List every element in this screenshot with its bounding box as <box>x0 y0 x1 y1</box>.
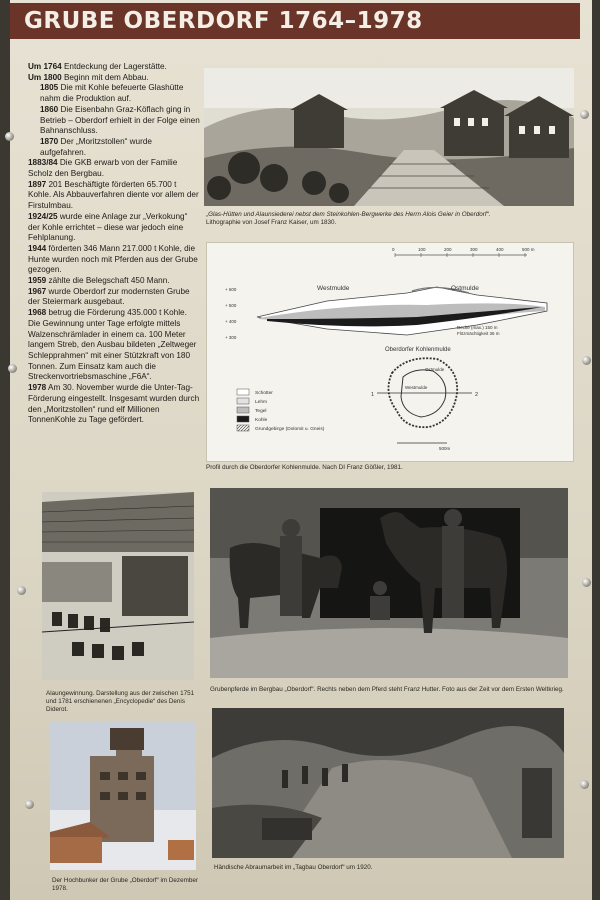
timeline-entry <box>28 383 200 426</box>
scale-tick-label: 200 <box>444 247 452 252</box>
legend-swatch <box>237 407 249 413</box>
map-title: Oberdorfer Kohlenmulde <box>385 347 451 353</box>
scale-tick-label: 0 <box>392 247 395 252</box>
timeline-text: wurde Oberdorf zur modernsten Grube der Steiermark ausgebaut. <box>28 286 190 307</box>
legend-label: Grundgebirge (Dolomit u. Gneis) <box>255 427 325 432</box>
timeline-entry <box>28 158 200 179</box>
legend-label: Kohle <box>255 418 268 423</box>
alaun-caption: Alaungewinnung. Darstellung aus der zwischen 1751 und 1781 erschienenen „Encyclopedie“ des Denis Diderot. <box>46 690 195 713</box>
timeline-entry <box>28 276 200 287</box>
geology-diagram <box>206 242 574 462</box>
lithograph-caption <box>206 211 576 227</box>
screw-icon <box>582 578 591 587</box>
timeline-year: 1968 <box>28 308 47 318</box>
timeline-entry <box>28 244 200 276</box>
deck-label: Decke (max.) 150 m <box>457 325 498 330</box>
timeline-entry <box>28 212 200 244</box>
profile-caption: Profil durch die Oberdorfer Kohlenmulde. Nach DI Franz Gößler, 1981. <box>206 464 403 471</box>
timeline-year: 1860 <box>40 104 59 114</box>
scale-tick-label: 400 <box>496 247 504 252</box>
legend-swatch <box>237 398 249 404</box>
lithograph-image <box>204 68 574 206</box>
timeline-text: Die GKB erwarb von der Familie Scholz den Bergbau. <box>28 158 178 179</box>
title-bar <box>10 3 580 39</box>
timeline-year: 1944 <box>28 243 47 253</box>
timeline-text <box>28 62 200 482</box>
tagbau-photo <box>212 708 564 858</box>
legend-label: Lehm <box>255 400 267 405</box>
screw-icon <box>580 780 589 789</box>
screw-icon <box>17 586 26 595</box>
scale-tick-label: 100 <box>418 247 426 252</box>
timeline-entry <box>28 287 200 308</box>
section-1-label: 1 <box>371 392 375 398</box>
legend-label: Tegel <box>255 409 267 414</box>
timeline-entry <box>28 105 200 137</box>
elevation-tick-label: + 300 <box>225 335 237 340</box>
bunker-caption: Der Hochbunker der Grube „Oberdorf“ im Dezember 1978. <box>52 877 198 892</box>
timeline-text: wurde eine Anlage zur „Verkokung“ der Kohle errichtet – diese war jedoch eine Fehlplanung. <box>28 211 188 243</box>
screw-icon <box>5 132 14 141</box>
timeline-text: Beginn mit dem Abbau. <box>61 72 149 82</box>
screw-icon <box>580 110 589 119</box>
bunker-photo <box>50 722 196 870</box>
lithograph-caption-title: „Glas-Hütten und Alaunsiederei nebst dem Steinkohlen-Bergwerke des Herrn Alois Geier in Oberdorf“. <box>206 211 491 218</box>
timeline-year: Um 1764 <box>28 62 62 71</box>
timeline-year: 1870 <box>40 136 59 146</box>
lithograph-caption-credit: Lithographie von Josef Franz Kaiser, um 1830. <box>206 219 337 226</box>
screw-icon <box>8 364 17 373</box>
timeline-entry <box>28 83 200 104</box>
timeline-text: Entdeckung der Lagerstätte. <box>61 62 167 71</box>
timeline-year: 1924/25 <box>28 211 58 221</box>
elevation-tick-label: + 400 <box>225 319 237 324</box>
screw-icon <box>582 356 591 365</box>
timeline-text: Die mit Kohle befeuerte Glashütte nahm die Produktion auf. <box>40 83 184 104</box>
timeline-text: Der „Moritzstollen“ wurde aufgefahren. <box>40 136 152 157</box>
section-2-label: 2 <box>475 392 479 398</box>
elevation-tick-label: + 500 <box>225 303 237 308</box>
timeline-year: 1959 <box>28 276 47 286</box>
map-scale-label: 500m <box>439 446 451 451</box>
timeline-entry <box>28 137 200 158</box>
legend-swatch <box>237 416 249 422</box>
map-ostmulde-label: Ostmulde <box>425 367 445 372</box>
alaun-illustration <box>42 492 194 680</box>
timeline-year: 1978 <box>28 383 47 393</box>
timeline-text: zählte die Belegschaft 450 Mann. <box>46 276 170 286</box>
ostmulde-label: Ostmulde <box>451 285 479 292</box>
scale-tick-label: 300 <box>470 247 478 252</box>
legend-swatch <box>237 425 249 431</box>
board-frame-right <box>592 0 600 900</box>
screw-icon <box>25 800 34 809</box>
timeline-text: Die Eisenbahn Graz-Köflach ging in Betrieb – Oberdorf erhielt in der Folge einen Bahnanschluss. <box>40 104 200 136</box>
timeline-entry <box>28 180 200 212</box>
tagbau-caption: Händische Abraumarbeit im „Tagbau Oberdorf“ um 1920. <box>214 864 373 871</box>
map-westmulde-label: Westmulde <box>405 385 428 390</box>
timeline-year: 1897 <box>28 179 47 189</box>
westmulde-label: Westmulde <box>317 285 350 292</box>
timeline-text: 201 Beschäftigte förderten 65.700 t Kohle. Als Abbauverfahren diente vor allem der Firstulmbau. <box>28 179 199 211</box>
timeline-entry <box>28 308 200 383</box>
timeline-text: Am 30. November wurde die Unter-Tag-Förderung eingestellt. Insgesamt wurden durch den „Moritzstollen“ rund elf Millionen TonnenKohle zu Tage gefördert. <box>28 383 200 425</box>
scale-tick-label: 500 m <box>522 247 535 252</box>
elevation-tick-label: + 600 <box>225 287 237 292</box>
timeline-year: 1967 <box>28 286 47 296</box>
timeline-text: betrug die Förderung 435.000 t Kohle. Die Gewinnung unter Tage erfolgte mittels Walzenschrämlader in einem ca. 100 Meter langem Streb, den Ausbau bildeten „Zeltweger Schlepprahmen“ mit einer Stützkraft von 180 Tonnen. Zum Einsatz kam auch die Streckenvortriebsmaschine „F6A“. <box>28 308 197 382</box>
page-title: GRUBE OBERDORF 1764–1978 <box>24 8 423 34</box>
floez-label: Flözmächtigkeit 36 m <box>457 331 500 336</box>
timeline-year: Um 1800 <box>28 72 62 82</box>
legend-label: Schotter <box>255 391 273 396</box>
timeline-text: förderten 346 Mann 217.000 t Kohle, die Hunte wurden noch mit Pferden aus der Grube gezogen. <box>28 243 198 275</box>
horses-photo <box>210 488 568 678</box>
timeline-year: 1805 <box>40 83 59 93</box>
horses-caption: Grubenpferde im Bergbau „Oberdorf“. Rechts neben dem Pferd steht Franz Hutter. Foto aus der Zeit vor dem Ersten Weltkrieg. <box>210 686 564 693</box>
timeline-entry <box>28 73 200 84</box>
timeline-entry <box>28 62 200 73</box>
timeline-year: 1883/84 <box>28 158 58 168</box>
legend-swatch <box>237 389 249 395</box>
